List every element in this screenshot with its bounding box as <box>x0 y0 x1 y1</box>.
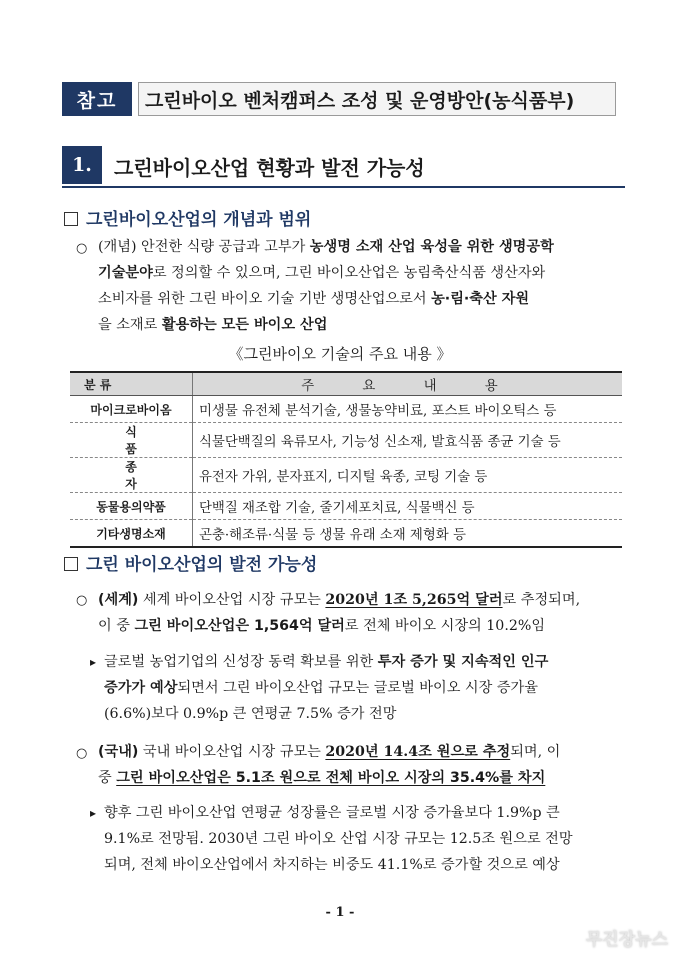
world-market-paragraph: (세계) 세계 바이오산업 시장 규모는 2020년 1조 5,265억 달러로 추정되며, 이 중 그린 바이오산업은 1,564억 달러로 전체 바이오 시장의 10.2%임 <box>98 592 581 634</box>
subsection-title: 그린바이오산업의 개념과 범위 <box>86 210 312 230</box>
circle-bullet-icon: ○ <box>76 746 88 761</box>
table-row <box>70 458 622 493</box>
reference-badge: 참고 <box>62 82 132 116</box>
table-cell-category: 종 자 <box>70 458 193 493</box>
checkbox-square-icon <box>64 212 78 226</box>
table-row <box>70 493 622 520</box>
table-row <box>70 423 622 458</box>
section-title: 그린바이오산업 현황과 발전 가능성 <box>114 156 425 180</box>
subsection-heading-potential <box>64 550 317 575</box>
circle-bullet-icon: ○ <box>76 241 88 256</box>
table-header-category: 분 류 <box>70 372 193 396</box>
table-header-content: 주 요 내 용 <box>193 372 623 396</box>
document-title: 그린바이오 벤처캠퍼스 조성 및 운영방안(농식품부) <box>138 82 616 116</box>
domestic-market-paragraph: (국내) 국내 바이오산업 시장 규모는 2020년 14.4조 원으로 추정되며, 이 중 그린 바이오산업은 5.1조 원으로 전체 바이오 시장의 35.4%를 차지 <box>98 744 561 786</box>
page-number: - 1 - <box>325 905 355 920</box>
domestic-bullet-paragraph: 향후 그린 바이오산업 연평균 성장률은 글로벌 시장 증가율보다 1.9%p 큰 9.1%로 전망됨. 2030년 그린 바이오 산업 시장 규모는 12.5조 원으로 전망 되며, 전체 바이오산업에서 차지하는 비중도 41.1%로 증가할 것으로 예상 <box>104 805 573 873</box>
table-cell-content: 식물단백질의 육류모사, 기능성 신소재, 발효식품 종균 기술 등 <box>193 423 623 458</box>
table-cell-content: 유전자 가위, 분자표지, 디지털 육종, 코팅 기술 등 <box>193 458 623 493</box>
table-cell-category: 마이크로바이옴 <box>70 396 193 423</box>
table-cell-content: 곤충·해조류·식물 등 생물 유래 소재 제형화 등 <box>193 520 623 548</box>
section-heading <box>62 146 625 188</box>
checkbox-square-icon <box>64 557 78 571</box>
table-cell-content: 단백질 재조합 기술, 줄기세포치료, 식물백신 등 <box>193 493 623 520</box>
table-cell-category: 기타생명소재 <box>70 520 193 548</box>
green-bio-tech-table <box>70 371 622 548</box>
news-watermark: 무진장뉴스 <box>585 930 668 950</box>
subsection-heading-concept <box>64 205 311 230</box>
concept-paragraph: (개념) 안전한 식량 공급과 고부가 농생명 소재 산업 육성을 위한 생명공학 기술분야로 정의할 수 있으며, 그린 바이오산업은 농림축산식품 생산자와 소비자를 위한 그린 바이오 기술 기반 생명산업으로서 농·림·축산 자원 을 소재로 활용하는 모든 바이오 산업 <box>98 239 554 333</box>
subsection-title: 그린 바이오산업의 발전 가능성 <box>86 555 318 575</box>
world-bullet-paragraph: 글로벌 농업기업의 신성장 동력 확보를 위한 투자 증가 및 지속적인 인구 증가가 예상되면서 그린 바이오산업 규모는 글로벌 바이오 시장 증가율 (6.6%)보다 0.9%p 큰 연평균 7.5% 증가 전망 <box>104 654 549 722</box>
circle-bullet-icon: ○ <box>76 593 88 608</box>
table-header-row <box>70 372 622 396</box>
triangle-bullet-icon: ▸ <box>90 806 97 820</box>
table-row <box>70 520 622 548</box>
table-cell-category: 식 품 <box>70 423 193 458</box>
table-cell-content: 미생물 유전체 분석기술, 생물농약비료, 포스트 바이오틱스 등 <box>193 396 623 423</box>
table-row <box>70 396 622 423</box>
reference-header <box>62 82 616 116</box>
table-caption: 《그린바이오 기술의 주요 내용 》 <box>228 345 452 363</box>
section-number: 1. <box>62 146 102 184</box>
triangle-bullet-icon: ▸ <box>90 655 97 669</box>
table-cell-category: 동물용의약품 <box>70 493 193 520</box>
